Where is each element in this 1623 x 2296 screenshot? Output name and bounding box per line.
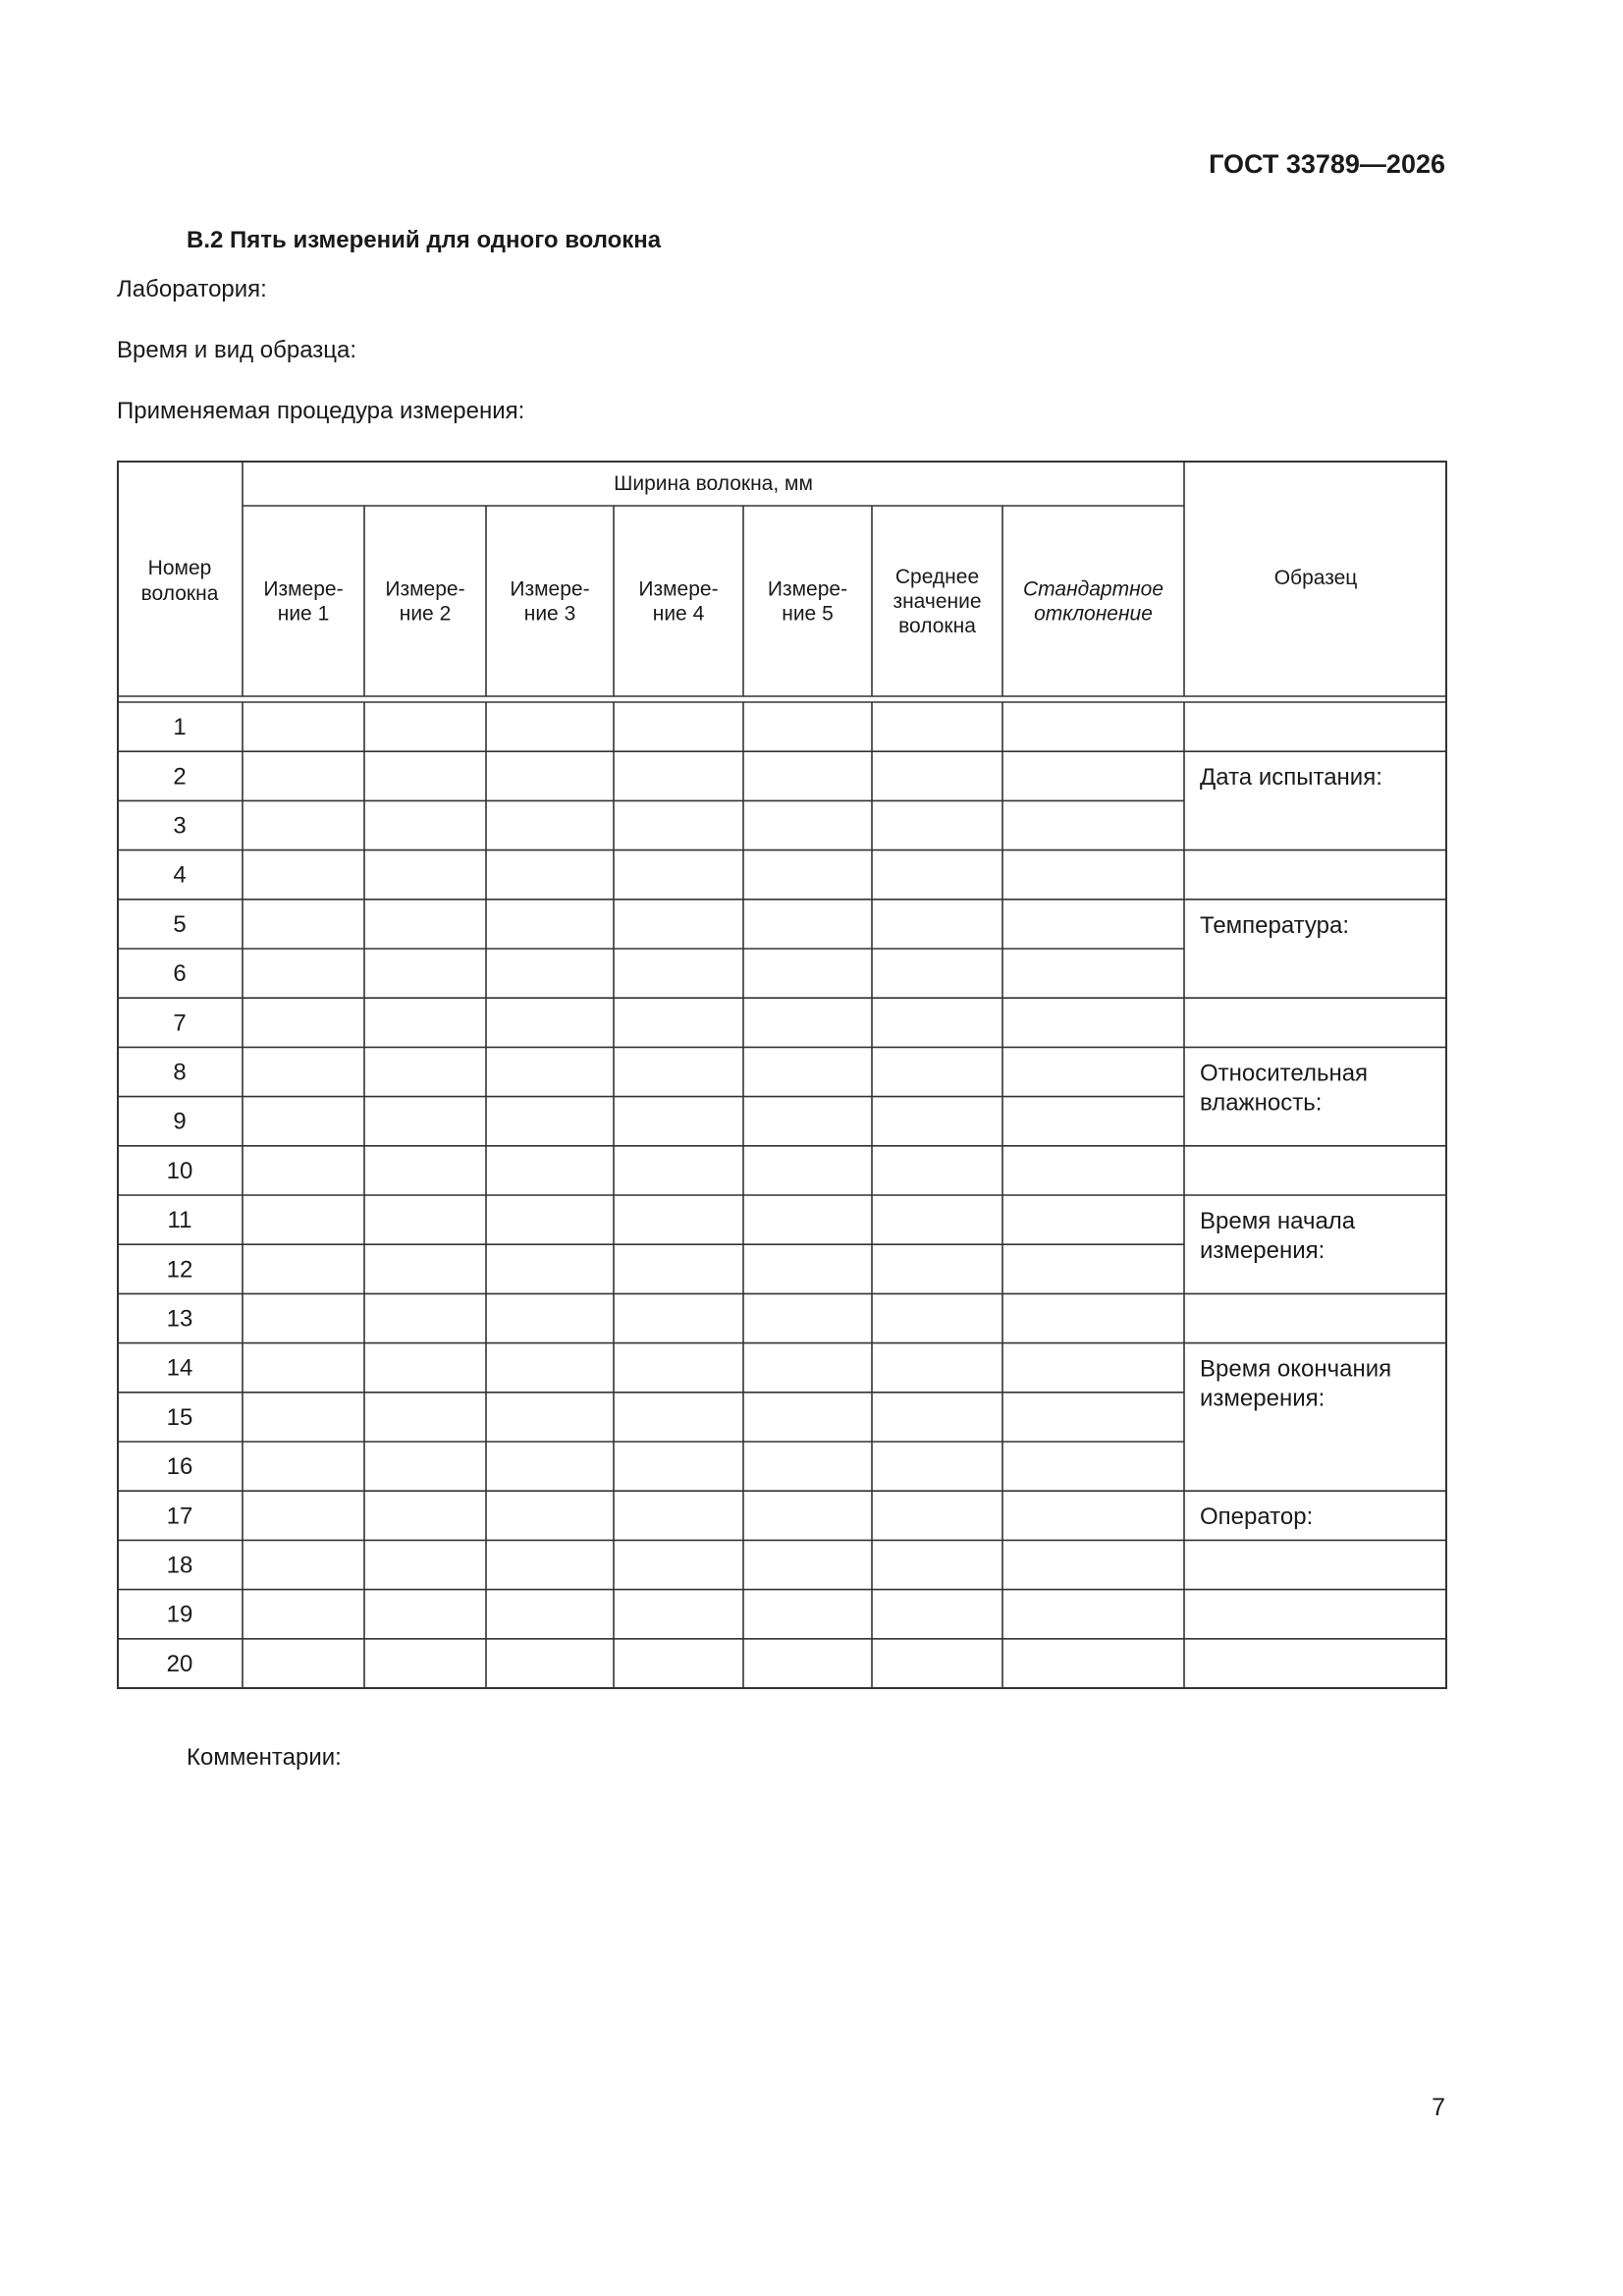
sample-info-label: Время окончания	[1200, 1355, 1392, 1383]
section-title: В.2 Пять измерений для одного волокна	[187, 227, 662, 253]
row-number: 8	[173, 1059, 187, 1086]
comments-label: Комментарии:	[187, 1744, 342, 1771]
measurement-column-header: Стандартное	[1022, 577, 1164, 601]
measurement-column-header: ние 4	[652, 602, 705, 626]
row-number: 7	[173, 1010, 187, 1037]
sample-info-label: измерения:	[1200, 1385, 1325, 1412]
sample-info-label: Относительная	[1200, 1060, 1369, 1087]
measurement-table	[117, 461, 1448, 1690]
sample-info-label: измерения:	[1200, 1237, 1325, 1264]
measurement-column-header: отклонение	[1034, 602, 1153, 626]
sample-field: Время и вид образца:	[117, 337, 357, 363]
measurement-column-header: ние 1	[277, 602, 330, 626]
measurement-column-header: Измере-	[510, 577, 590, 601]
measurement-column-header: Измере-	[638, 577, 719, 601]
laboratory-field: Лаборатория:	[117, 276, 267, 302]
row-number: 11	[167, 1207, 192, 1234]
row-number: 12	[166, 1256, 193, 1284]
fiber-number-header: Номер	[147, 557, 212, 579]
measurement-column-header: Измере-	[263, 577, 344, 601]
row-number: 14	[166, 1354, 193, 1382]
row-number: 4	[173, 861, 187, 889]
sample-info-label: Температура:	[1200, 911, 1350, 939]
measurement-column-header: Измере-	[385, 577, 465, 601]
sample-info-label: Оператор:	[1200, 1503, 1314, 1531]
row-number: 13	[166, 1305, 193, 1333]
measurement-column-header: ние 2	[399, 602, 452, 626]
sample-info-label: влажность:	[1200, 1089, 1323, 1117]
row-number: 19	[166, 1601, 193, 1628]
sample-info-label: Дата испытания:	[1200, 764, 1382, 792]
row-number: 6	[173, 960, 187, 988]
fiber-number-header: волокна	[140, 582, 219, 605]
row-number: 15	[166, 1403, 193, 1431]
standard-number: ГОСТ 33789—2026	[1209, 149, 1445, 179]
sample-info-label: Время начала	[1200, 1208, 1356, 1234]
row-number: 3	[173, 812, 187, 840]
measurement-column-header: Среднее	[894, 566, 980, 588]
measurement-column-header: Измере-	[767, 577, 848, 601]
measurement-column-header: волокна	[898, 615, 976, 637]
measurement-column-header: значение	[893, 590, 982, 613]
row-number: 2	[173, 763, 187, 791]
row-number: 17	[166, 1503, 193, 1530]
row-number: 5	[173, 910, 187, 938]
row-number: 1	[173, 714, 187, 741]
sample-header: Образец	[1273, 567, 1358, 589]
measurement-column-header: ние 3	[523, 602, 576, 626]
page-number: 7	[1432, 2094, 1445, 2121]
width-group-header: Ширина волокна, мм	[614, 472, 813, 495]
row-number: 20	[166, 1650, 193, 1677]
procedure-field: Применяемая процедура измерения:	[117, 398, 525, 424]
row-number: 18	[166, 1552, 193, 1579]
measurement-column-header: ние 5	[782, 602, 834, 626]
row-number: 16	[166, 1453, 193, 1481]
row-number: 10	[166, 1157, 193, 1184]
row-number: 9	[173, 1108, 187, 1135]
